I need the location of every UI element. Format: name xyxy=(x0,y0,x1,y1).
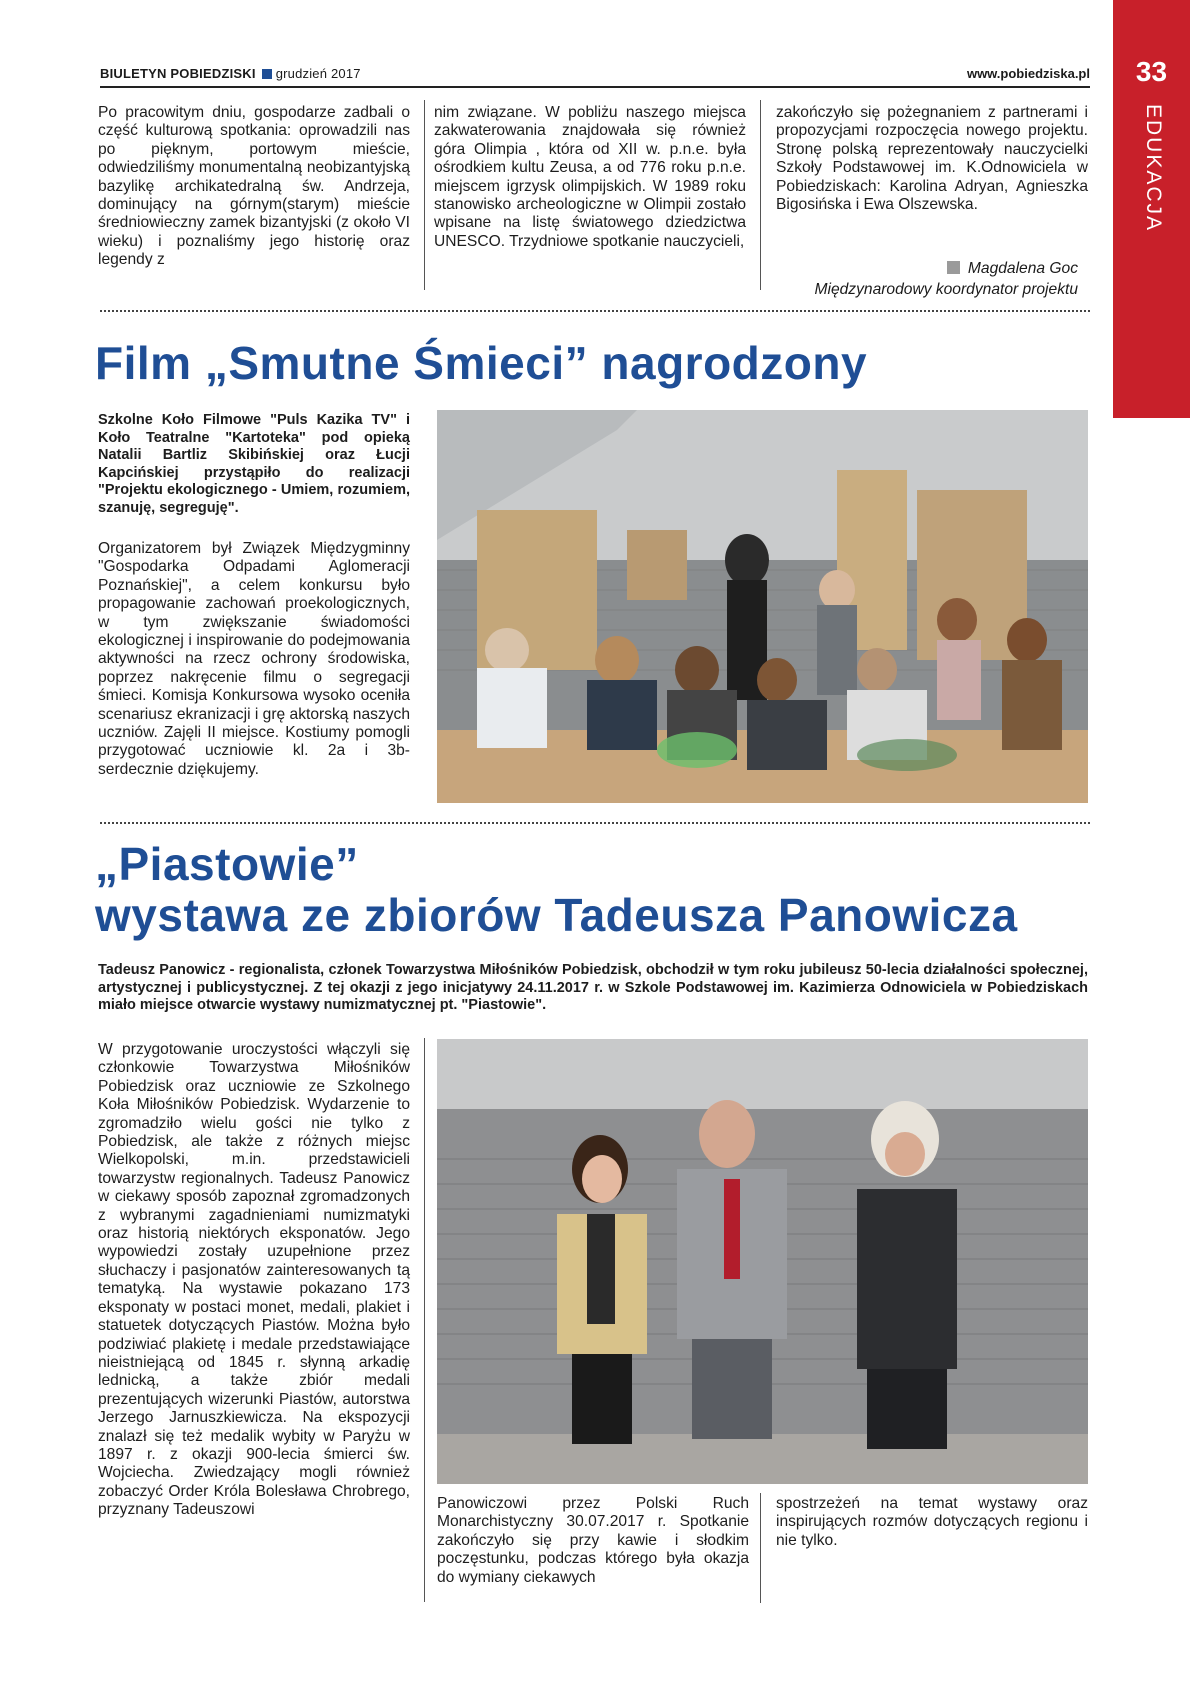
film-article-lead: Szkolne Koło Filmowe "Puls Kazika TV" i Koło Teatralne "Kartoteka" pod opieką Natalii Bartliz Skibińskiej oraz Łucji Kapcińskiej przystąpiło do realizacji "Projektu ekologicznego - Umiem, rozumiem, szanuję, segreguję". xyxy=(98,412,410,516)
piastowie-title-line2: wystawa ze zbiorów Tadeusza Panowicza xyxy=(95,889,1018,941)
piastowie-col1-text: W przygotowanie uroczystości włączyli się członkowie Towarzystwa Miłośników Pobiedzisk oraz uczniowie ze Szkolnego Koła Miłośników Pobiedzisk. Wydarzenie to zgromadziło wielu gości nie tylko z Pobiedzisk, ale także z różnych miejsc Wielkopolski, m.in. przedstawicieli towarzystw regionalnych. Tadeusz Panowicz w ciekawy sposób zapoznał zgromadzonych z wybranymi zagadnieniami numizmatyki oraz historią niektórych eksponatów. Jego wypowiedzi zostały uzupełnione przez słuchaczy i pasjonatów zainteresowanych tą tematyką. Na wystawie pokazano 173 eksponaty w postaci monet, medali, plakiet i statuetek dotyczących Piastów. Można było podziwiać plakietę i medale przedstawiające nieistniejącą od 1845 r. słynną arkadię lednicką, a także zbiór medali prezentujących wizerunki Piastów, autorstwa Jerzego Jarnuszkiewicza. Na ekspozycji znalazł się też medalik wybity w Paryżu w 1897 r. z okazji 900-lecia śmierci św. Wojciecha. Zwiedzający mogli również zobaczyć Order Króla Bolesława Chrobrego, przyznany Tadeuszowi xyxy=(98,1041,410,1519)
dotted-separator xyxy=(100,310,1090,312)
exhibition-opening-photo-image xyxy=(437,1039,1088,1484)
header-rule xyxy=(100,86,1090,88)
piastowie-col2 xyxy=(437,1495,749,1587)
film-article-body xyxy=(98,540,410,779)
prev-article-col3-text: zakończyło się pożegnaniem z partnerami i propozycjami rozpoczęcia nowego projektu. Stronę polską reprezentowały nauczycielki Szkoły Podstawowej im. K.Odnowiciela w Pobiedziskach: Karolina Adryan, Agnieszka Bigosińska i Ewa Olszewska. xyxy=(776,104,1088,214)
header-left xyxy=(100,66,361,81)
film-group-photo-image xyxy=(437,410,1088,803)
dotted-separator xyxy=(100,822,1090,824)
signature-square-icon xyxy=(947,261,960,274)
issue-date: grudzień 2017 xyxy=(275,66,361,81)
author-signature xyxy=(782,258,1078,300)
author-name: Magdalena Goc xyxy=(967,260,1078,277)
column-divider xyxy=(424,100,425,290)
piastowie-lead: Tadeusz Panowicz - regionalista, członek Towarzystwa Miłośników Pobiedzisk, obchodził w tym roku jubileusz 50-lecia działalności społecznej, artystycznej i publicystycznej. Z tej okazji z jego inicjatywy 24.11.2017 r. w Szkole Podstawowej im. Kazimierza Odnowiciela w Pobiedziskach miało miejsce otwarcie wystawy numizmatycznej pt. "Piastowie". xyxy=(98,962,1088,1014)
exhibition-photo xyxy=(437,1039,1088,1484)
film-article-title: Film „Smutne Śmieci” nagrodzony xyxy=(95,337,868,389)
piastowie-title-line1: „Piastowie” xyxy=(95,838,359,890)
column-divider xyxy=(760,100,761,290)
prev-article-col3 xyxy=(776,104,1088,214)
prev-article-col1-text: Po pracowitym dniu, gospodarze zadbali o część kulturową spotkania: oprowadzili nas po pięknym, portowym mieście, odwiedziliśmy monumentalną neobizantyjską bazylikę archikatedralną św. Andrzeja, dominujący na górnym(starym) mieście średniowieczny zamek bizantyjski (z około VI wieku) i poznaliśmy jego historię oraz legendy z xyxy=(98,104,410,269)
author-role: Międzynarodowy koordynator projektu xyxy=(814,281,1078,298)
film-photo xyxy=(437,410,1088,803)
website-link[interactable]: www.pobiedziska.pl xyxy=(966,66,1090,81)
piastowie-col3-text: spostrzeżeń na temat wystawy oraz inspirujących rozmów dotyczących regionu i nie tylko. xyxy=(776,1495,1088,1549)
prev-article-col2-text: nim związane. W pobliżu naszego miejsca zakwaterowania znajdowała się również góra Olimpia , która od XII w. p.n.e. była ośrodkiem kultu Zeusa, a od 776 roku p.n.e. miejscem igrzysk olimpijskich. W 1989 roku stanowisko archeologiczne w Olimpii zostało wpisane na listę światowego dziedzictwa UNESCO. Trzydniowe spotkanie nauczycieli, xyxy=(434,104,746,250)
publication-name: BIULETYN POBIEDZISKI xyxy=(100,66,256,81)
piastowie-col1 xyxy=(98,1041,410,1520)
film-article-body-text: Organizatorem był Związek Międzygminny "Gospodarka Odpadami Aglomeracji Poznańskiej", a celem konkursu było propagowanie zachowań proekologicznych, w tym zwiększanie świadomości ekologicznej i inspirowanie do podejmowania aktywności na rzecz ochrony środowiska, poprzez nakręcenie filmu o segregacji śmieci. Komisja Konkursowa wysoko oceniła scenariusz ekranizacji i grę aktorską naszych uczniów. Zajęli II miejsce. Kostiumy pomogli przygotować uczniowie kl. 2a i 3b- serdecznie dziękujemy. xyxy=(98,540,411,778)
piastowie-col2-text: Panowiczowi przez Polski Ruch Monarchistyczny 30.07.2017 r. Spotkanie zakończyło się przy kawie i słodkim poczęstunku, podczas którego była okazja do wymiany ciekawych xyxy=(437,1495,749,1586)
header-square-icon xyxy=(262,69,272,79)
piastowie-col3 xyxy=(776,1495,1088,1550)
page-header xyxy=(100,66,1090,86)
prev-article-col2 xyxy=(434,104,746,251)
section-label: EDUKACJA xyxy=(1142,104,1165,233)
column-divider xyxy=(424,1038,425,1602)
column-divider xyxy=(760,1493,761,1603)
prev-article-col1 xyxy=(98,104,410,270)
page-number: 33 xyxy=(1135,56,1168,87)
